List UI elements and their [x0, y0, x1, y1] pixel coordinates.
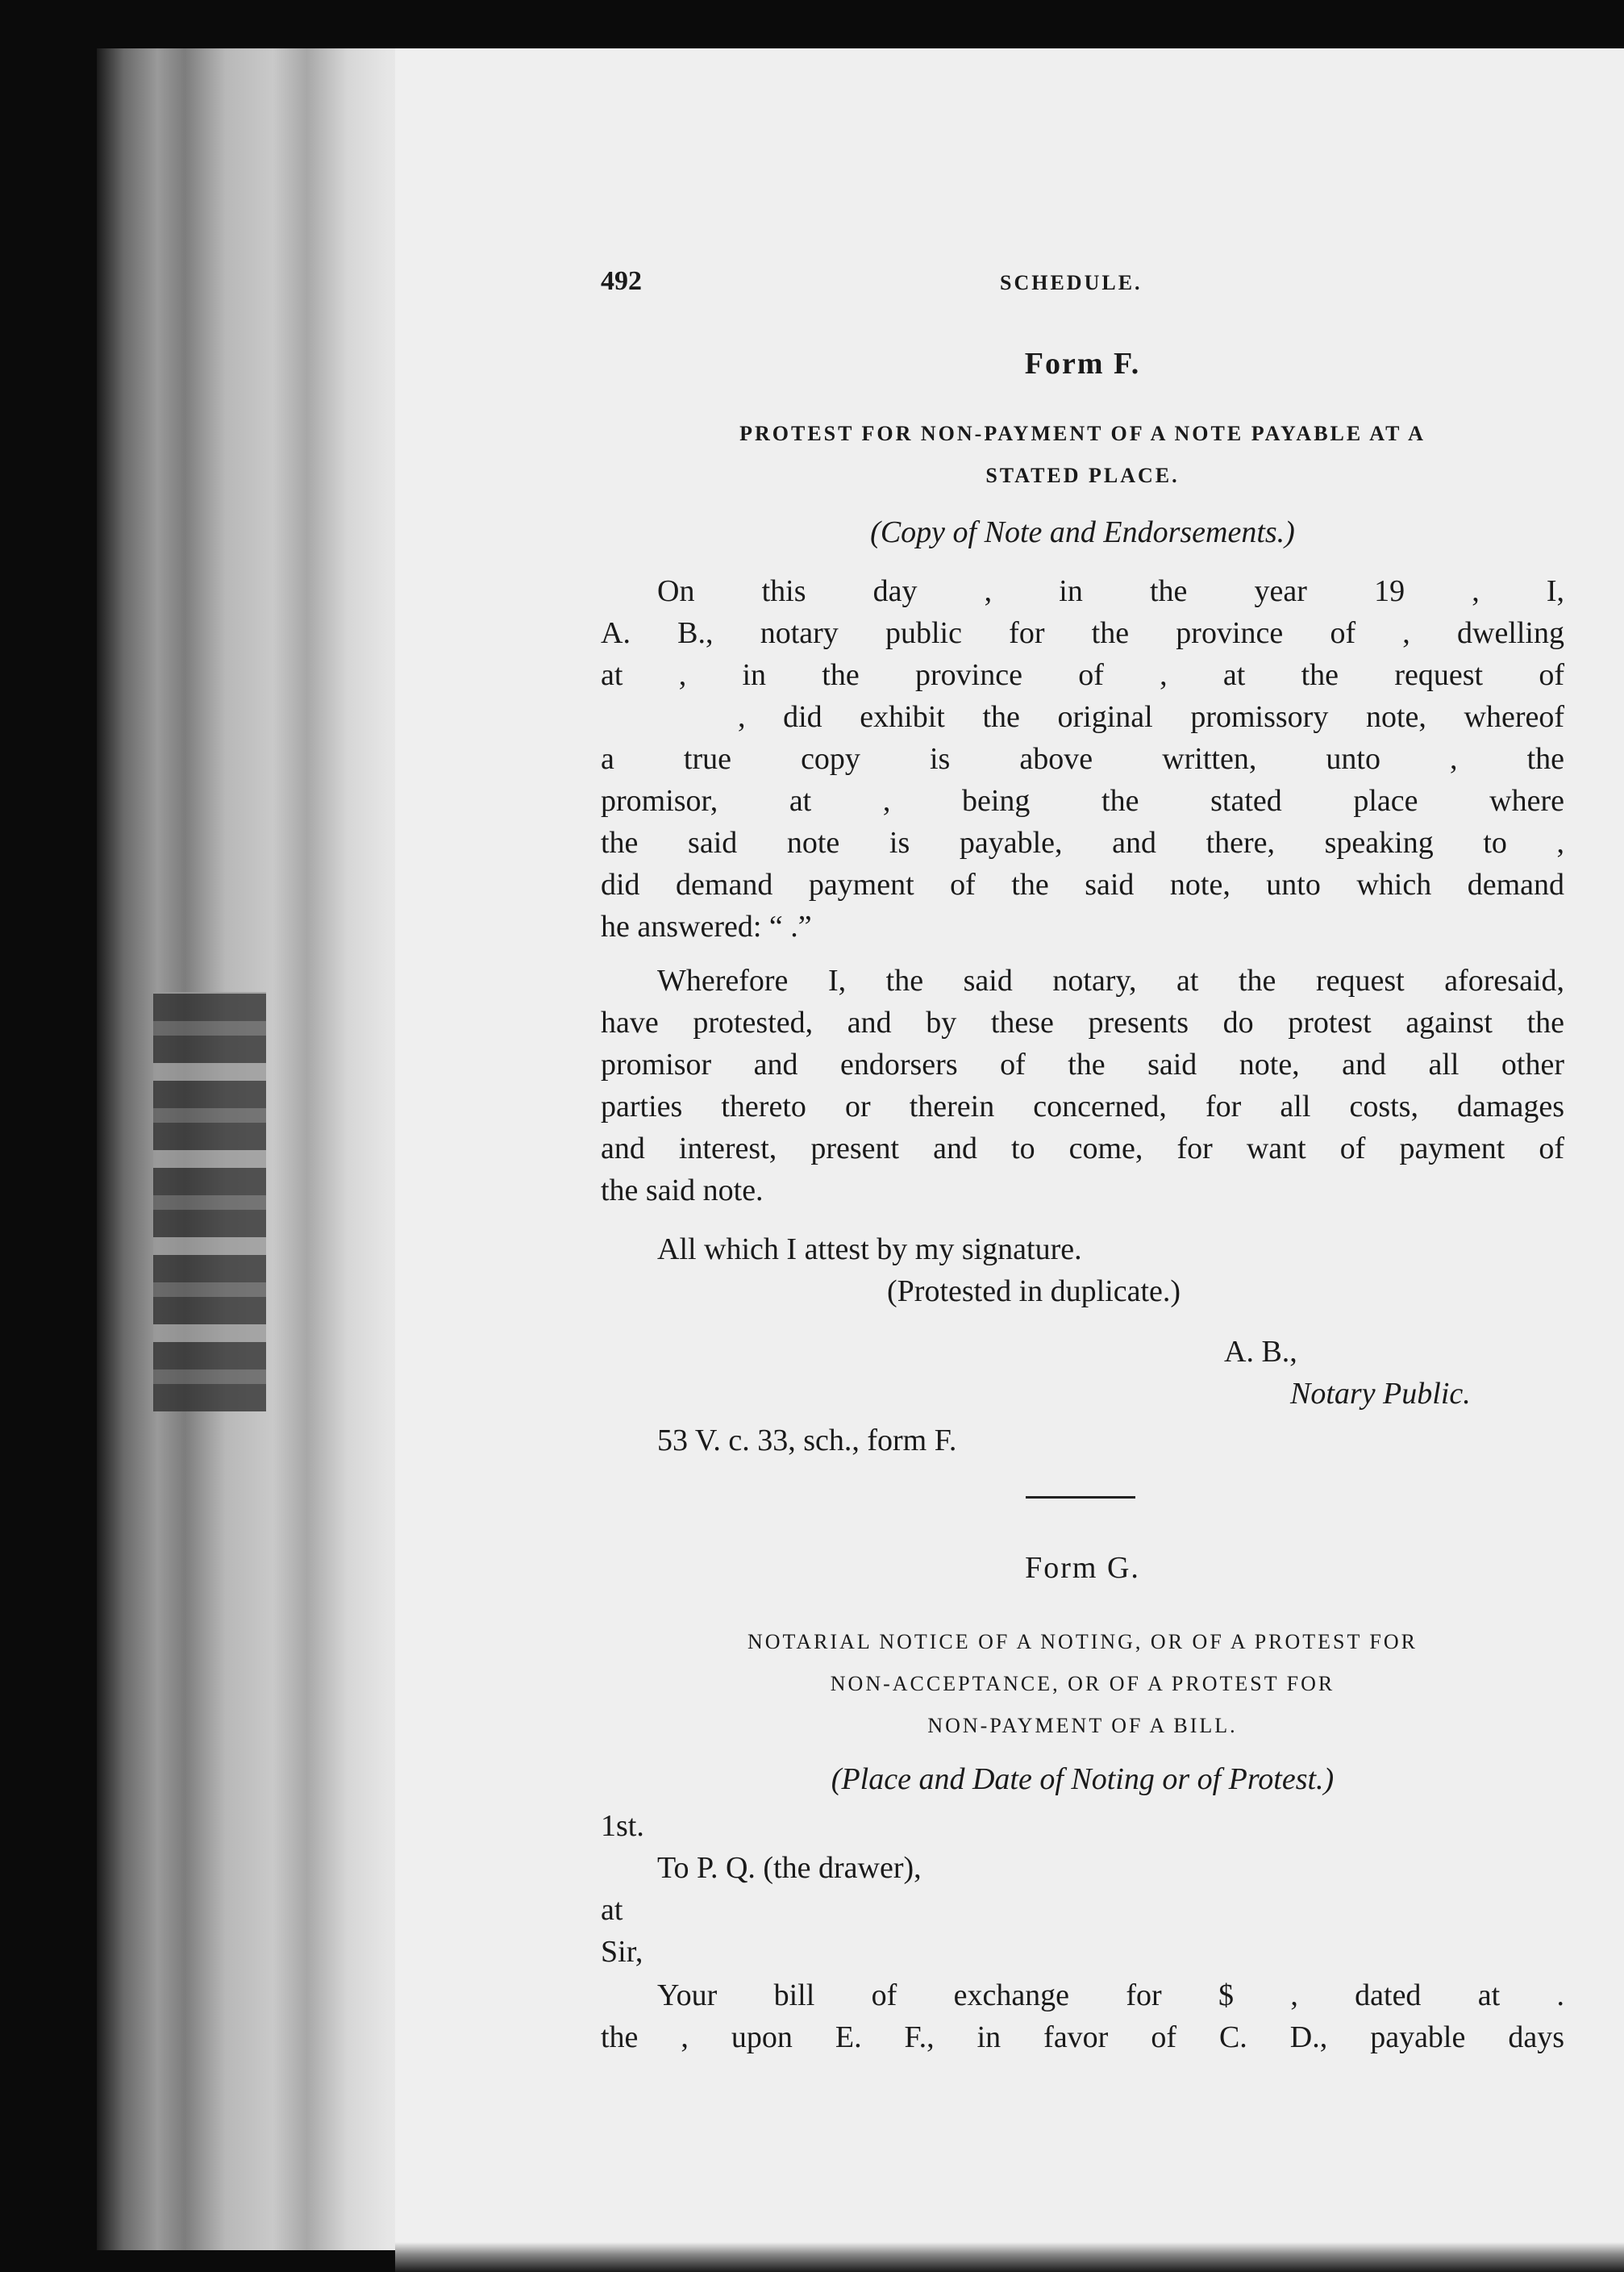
running-head: SCHEDULE. — [1000, 271, 1143, 294]
form-f-title: Form F. — [1024, 347, 1141, 381]
signature-title: Notary Public. — [1290, 1377, 1471, 1411]
book-spine — [97, 48, 435, 2250]
text-line: A. B., notary public for the province of , dwelling — [601, 616, 1564, 650]
page-header — [601, 266, 1564, 306]
text-line: and interest, present and to come, for want of payment of — [601, 1132, 1564, 1165]
form-f-attest: All which I attest by my signature. — [657, 1232, 1082, 1266]
text-line: have protested, and by these presents do protest against the — [601, 1006, 1564, 1040]
text-line: On this day , in the year 19 , I, — [657, 574, 1564, 608]
form-f-citation: 53 V. c. 33, sch., form F. — [657, 1424, 957, 1457]
text-line: a true copy is above written, unto , the — [601, 742, 1564, 776]
form-g-salutation: Sir, — [601, 1935, 643, 1969]
form-g-to-line: To P. Q. (the drawer), — [657, 1851, 922, 1885]
text-line: , did exhibit the original promissory note, whereof — [738, 700, 1564, 734]
page-number: 492 — [601, 266, 642, 296]
form-f-paragraph-1 — [601, 570, 1564, 948]
spine-library-stamp — [153, 992, 266, 1411]
form-g-heading-line1: NOTARIAL NOTICE OF A NOTING, OR OF A PROTEST FOR — [747, 1630, 1418, 1653]
text-line: the said note is payable, and there, speaking to , — [601, 826, 1564, 860]
form-g-title: Form G. — [1025, 1551, 1140, 1585]
form-f-heading-line1: PROTEST FOR NON-PAYMENT OF A NOTE PAYABLE AT A — [739, 422, 1426, 445]
form-g-body-line1: Your bill of exchange for $ , dated at . — [657, 1978, 1564, 2012]
text-line: he answered: “ .” — [601, 910, 812, 944]
form-g-ordinal: 1st. — [601, 1809, 644, 1843]
form-g-body-line2: the , upon E. F., in favor of C. D., payable days — [601, 2020, 1564, 2054]
form-f-heading-line2: STATED PLACE. — [985, 464, 1180, 487]
form-g-heading-line2: NON-ACCEPTANCE, OR OF A PROTEST FOR — [830, 1672, 1335, 1695]
text-line: promisor and endorsers of the said note, and all other — [601, 1048, 1564, 1082]
text-line: the said note. — [601, 1174, 764, 1207]
signature-name: A. B., — [1224, 1335, 1297, 1369]
form-f-paragraph-2 — [601, 960, 1564, 1211]
text-line: promisor, at , being the stated place where — [601, 784, 1564, 818]
page-bottom-edge — [395, 2242, 1624, 2272]
form-f-duplicate: (Protested in duplicate.) — [887, 1274, 1181, 1308]
form-g-at-line: at — [601, 1893, 623, 1927]
text-line: did demand payment of the said note, unto which demand — [601, 868, 1564, 902]
form-g-heading-line3: NON-PAYMENT OF A BILL. — [927, 1714, 1238, 1737]
form-g-subheading: (Place and Date of Noting or of Protest.) — [831, 1762, 1335, 1796]
form-f-subheading: (Copy of Note and Endorsements.) — [870, 515, 1295, 549]
text-line: Wherefore I, the said notary, at the request aforesaid, — [657, 964, 1564, 998]
text-line: parties thereto or therein concerned, for all costs, damages — [601, 1090, 1564, 1123]
section-divider — [1026, 1496, 1135, 1499]
text-line: at , in the province of , at the request of — [601, 658, 1564, 692]
